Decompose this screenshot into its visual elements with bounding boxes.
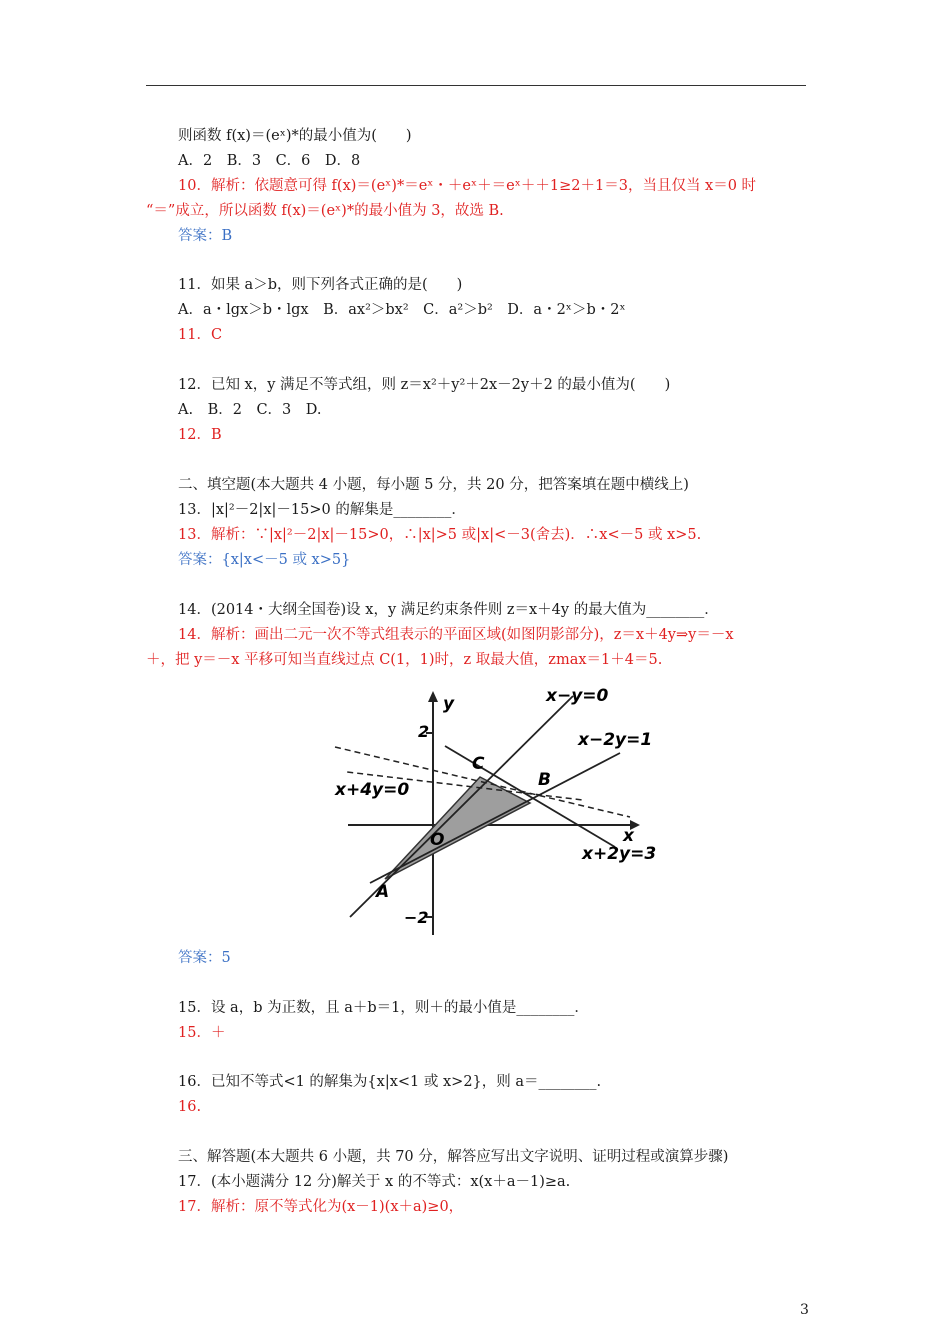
label-point-B: B — [538, 770, 551, 790]
q9-options: A．2 B．3 C．6 D．8 — [178, 153, 361, 169]
q13-solution-label: 13．解析： — [178, 527, 255, 543]
q15-answer: 15．＋ — [178, 1025, 226, 1041]
q10-solution-line1 — [178, 176, 756, 196]
q10-solution-label: 10．解析： — [178, 178, 255, 194]
y-axis-arrow — [428, 691, 438, 702]
label-tick-neg2: −2 — [404, 908, 429, 927]
q14-stem: 14．(2014・大纲全国卷)设 x，y 满足约束条件则 z＝x＋4y 的最大值为________． — [178, 602, 719, 618]
q11-stem: 11．如果 a＞b，则下列各式正确的是( ) — [178, 277, 463, 293]
section-3-heading: 三、解答题(本大题共 6 小题，共 70 分，解答应写出文字说明、证明过程或演算步骤) — [178, 1149, 729, 1165]
q17-stem: 17．(本小题满分 12 分)解关于 x 的不等式：x(x＋a－1)≥a. — [178, 1174, 571, 1190]
label-y-axis: y — [443, 694, 455, 714]
q17-solution-label: 17．解析： — [178, 1199, 255, 1215]
q10-solution-text: 依题意可得 f(x)＝(eˣ)*＝eˣ・＋eˣ＋＝eˣ＋＋1≥2＋1＝3，当且仅当 x＝0 时 — [254, 178, 757, 194]
q15-stem: 15．设 a，b 为正数，且 a＋b＝1，则＋的最小值是________． — [178, 1000, 589, 1016]
header-rule — [146, 85, 806, 86]
page-number: 3 — [800, 1302, 809, 1318]
q13-answer: 答案：{x|x<－5 或 x>5} — [178, 552, 351, 568]
q14-solution-line1 — [178, 625, 734, 645]
q12-options: A. B．2 C．3 D. — [178, 402, 322, 418]
q11-options: A．a・lgx＞b・lgx B．ax²＞bx² C．a²＞b² D．a・2ˣ＞b・2ˣ — [178, 302, 626, 318]
q13-solution-text: ∵|x|²－2|x|－15>0，∴|x|>5 或|x|<－3(舍去)．∴x<－5 或 x>5. — [254, 527, 702, 543]
label-line-x-plus-4y: x+4y=0 — [335, 780, 410, 800]
label-line-x-minus-y: x−y=0 — [546, 686, 609, 706]
q12-stem: 12．已知 x，y 满足不等式组，则 z＝x²＋y²＋2x－2y＋2 的最小值为( ) — [178, 377, 671, 393]
q17-solution — [178, 1197, 463, 1217]
q14-feasible-region-figure — [330, 685, 660, 945]
q13-stem: 13．|x|²－2|x|－15>0 的解集是________． — [178, 502, 466, 518]
label-origin: O — [430, 830, 445, 850]
q12-answer: 12．B — [178, 427, 222, 443]
label-point-C: C — [472, 754, 485, 774]
q16-answer: 16. — [178, 1099, 202, 1115]
label-x-axis: x — [623, 826, 634, 846]
q11-answer: 11．C — [178, 327, 223, 343]
q9-stem: 则函数 f(x)＝(eˣ)*的最小值为( ) — [178, 128, 412, 144]
label-line-x-plus-2y: x+2y=3 — [582, 844, 657, 864]
q14-answer: 答案：5 — [178, 950, 231, 966]
q10-solution-line2: “＝”成立，所以函数 f(x)＝(eˣ)*的最小值为 3，故选 B. — [146, 203, 504, 219]
q13-solution — [178, 525, 701, 545]
q10-answer: 答案：B — [178, 228, 233, 244]
q14-solution-label: 14．解析： — [178, 627, 255, 643]
q14-solution-text: 画出二元一次不等式组表示的平面区域(如图阴影部分)，z＝x＋4y⇒y＝－x — [254, 627, 734, 643]
label-point-A: A — [376, 882, 390, 902]
q14-solution-line2: ＋，把 y＝－x 平移可知当直线过点 C(1，1)时，z 取最大值，zmax＝1＋4＝5. — [146, 652, 663, 668]
q16-stem: 16．已知不等式<1 的解集为{x|x<1 或 x>2}，则 a＝________. — [178, 1074, 602, 1090]
q17-solution-text: 原不等式化为(x－1)(x＋a)≥0， — [254, 1199, 464, 1215]
section-2-heading: 二、填空题(本大题共 4 小题，每小题 5 分，共 20 分，把答案填在题中横线上) — [178, 477, 689, 493]
label-tick-2: 2 — [418, 722, 430, 741]
label-line-x-minus-2y: x−2y=1 — [578, 730, 653, 750]
